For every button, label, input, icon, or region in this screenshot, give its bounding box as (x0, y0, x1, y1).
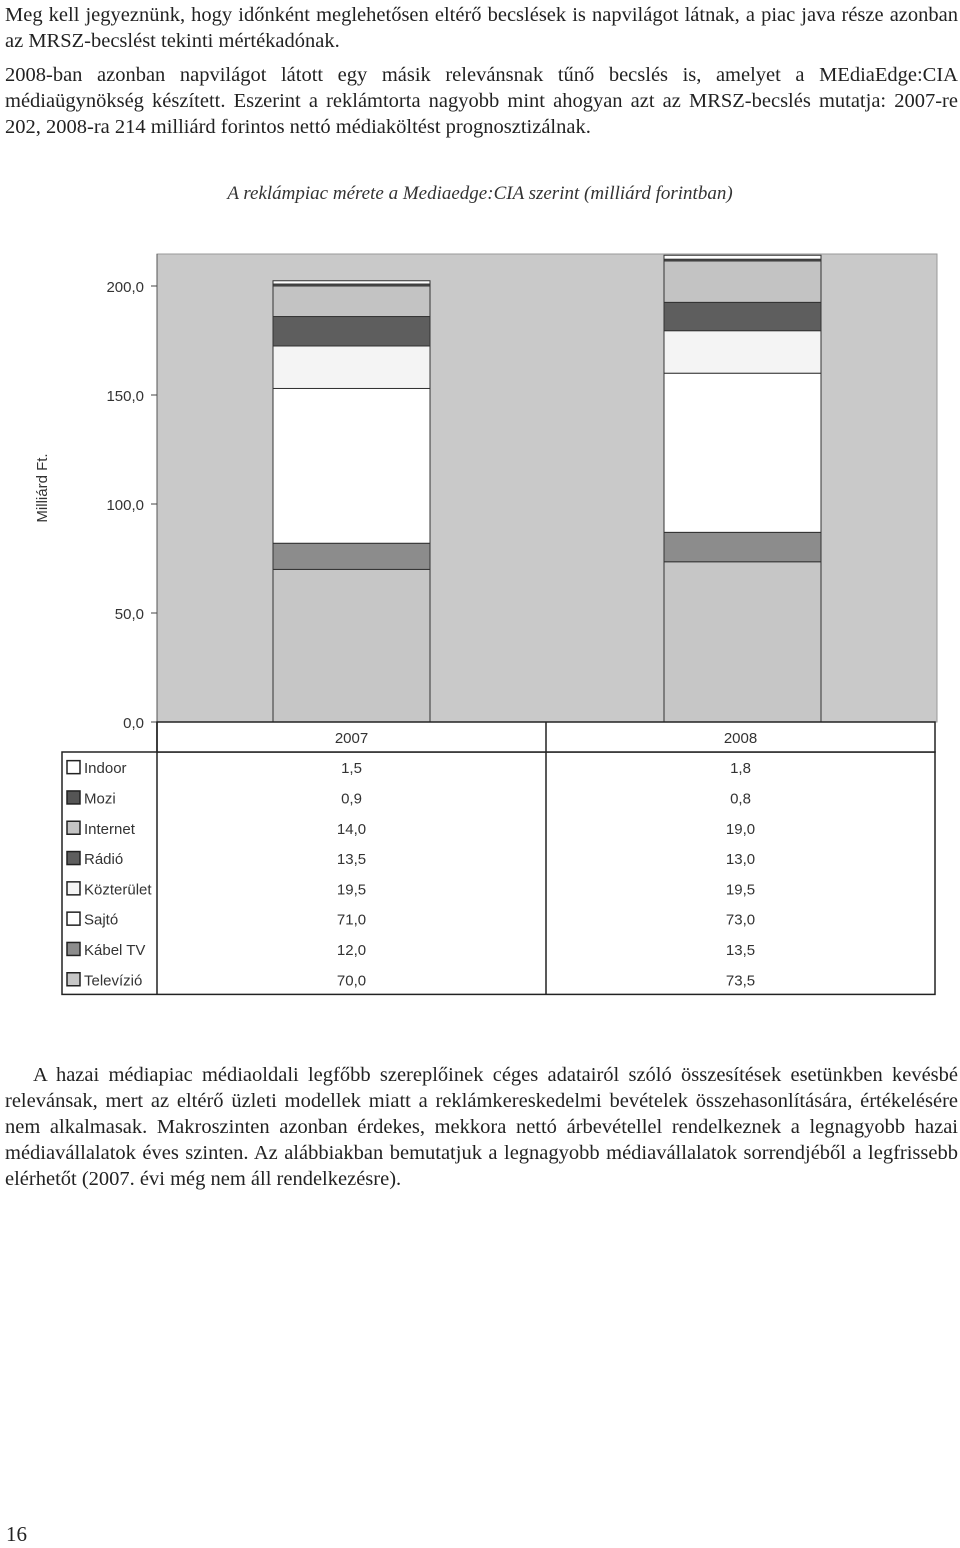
legend-swatch (67, 761, 80, 774)
page-number: 16 (6, 1522, 27, 1546)
bar-segment (664, 261, 821, 302)
bar-segment (273, 543, 430, 569)
legend-label: Kábel TV (84, 941, 146, 959)
data-label: 73,5 (725, 972, 756, 990)
legend-label: Sajtó (84, 911, 119, 929)
y-tick-label: 200,0 (106, 279, 144, 296)
y-tick-label: 0,0 (123, 715, 144, 732)
legend-swatch (67, 942, 80, 955)
data-label: 1,5 (341, 760, 362, 778)
category-label: 2007 (334, 730, 369, 747)
intro-paragraph: Meg kell jegyeznünk, hogy időnként meglehetősen eltérő becslések is napvilágot látnak, a piac java része azonban az MRSZ-becslést tekinti mértékadónak. (5, 4, 958, 52)
bar-segment (273, 388, 430, 543)
legend-swatch (67, 882, 80, 895)
data-label: 0,9 (341, 790, 362, 808)
bar-segment (664, 331, 821, 374)
legend-label: Rádió (84, 851, 124, 869)
estimate-paragraph: 2008-ban azonban napvilágot látott egy másik relevánsnak tűnő becslés is, amelyet a MEdiaEdge:CIA médiaügynökség készített. Eszerint a reklámtorta nagyobb mint ahogyan azt az MRSZ-becslés mutatja: 2007-re 202, 2008-ra 214 milliárd forintos nettó médiaköltést prognosztizálnak. (5, 64, 958, 138)
bar-segment (664, 373, 821, 532)
legend-swatch (67, 791, 80, 804)
legend-label: Közterület (84, 881, 152, 899)
legend-swatch (67, 912, 80, 925)
legend-swatch (67, 821, 80, 834)
y-tick-label: 50,0 (114, 606, 144, 623)
bar-segment (664, 255, 821, 259)
category-label: 2008 (723, 730, 758, 747)
media-companies-paragraph: A hazai médiapiac médiaoldali legfőbb szereplőinek céges adatairól szóló összesítések esetünkben kevésbé relevánsak, mert az eltérő üzleti modellek miatt a reklámkereskedelmi bevételek összehasonlítására, értékelésére nem alkalmasak. Makroszinten azonban érdekes, mekkora nettó árbevétellel rendelkeznek a legnagyobb hazai médiavállalatok éves szinten. Az alábbiakban bemutatjuk a legnagyobb médiavállalatok sorrendjéből a legfrissebb elérhetőt (2007. évi még nem áll rendelkezésre). (5, 1064, 958, 1190)
bar-segment (273, 569, 430, 722)
y-tick-label: 150,0 (106, 388, 144, 405)
data-label: 14,0 (336, 820, 367, 838)
bar-segment (664, 562, 821, 722)
data-label: 12,0 (336, 941, 367, 959)
data-label: 1,8 (730, 760, 751, 778)
data-label: 70,0 (336, 972, 367, 990)
bar-segment (273, 286, 430, 317)
y-tick-label: 100,0 (106, 497, 144, 514)
legend-label: Internet (84, 820, 135, 838)
bar-segment (273, 317, 430, 346)
legend-label: Mozi (84, 790, 116, 808)
data-label: 0,8 (730, 790, 751, 808)
bar-segment (664, 302, 821, 330)
bar-segment (273, 346, 430, 389)
data-label: 13,5 (336, 851, 367, 869)
data-label: 19,5 (725, 881, 756, 899)
y-axis-label: Milliárd Ft. (34, 453, 51, 523)
data-label: 73,0 (725, 911, 756, 929)
legend-swatch (67, 852, 80, 865)
data-table (62, 752, 935, 994)
legend-label: Indoor (84, 760, 127, 778)
bar-segment (664, 532, 821, 561)
legend-label: Televízió (84, 972, 143, 990)
legend-swatch (67, 973, 80, 986)
data-label: 13,5 (725, 941, 756, 959)
data-label: 19,5 (336, 881, 367, 899)
data-label: 19,0 (725, 820, 756, 838)
data-label: 13,0 (725, 851, 756, 869)
data-label: 71,0 (336, 911, 367, 929)
chart-title: A reklámpiac mérete a Mediaedge:CIA szerint (milliárd forintban) (227, 183, 733, 204)
bar-segment (273, 281, 430, 284)
